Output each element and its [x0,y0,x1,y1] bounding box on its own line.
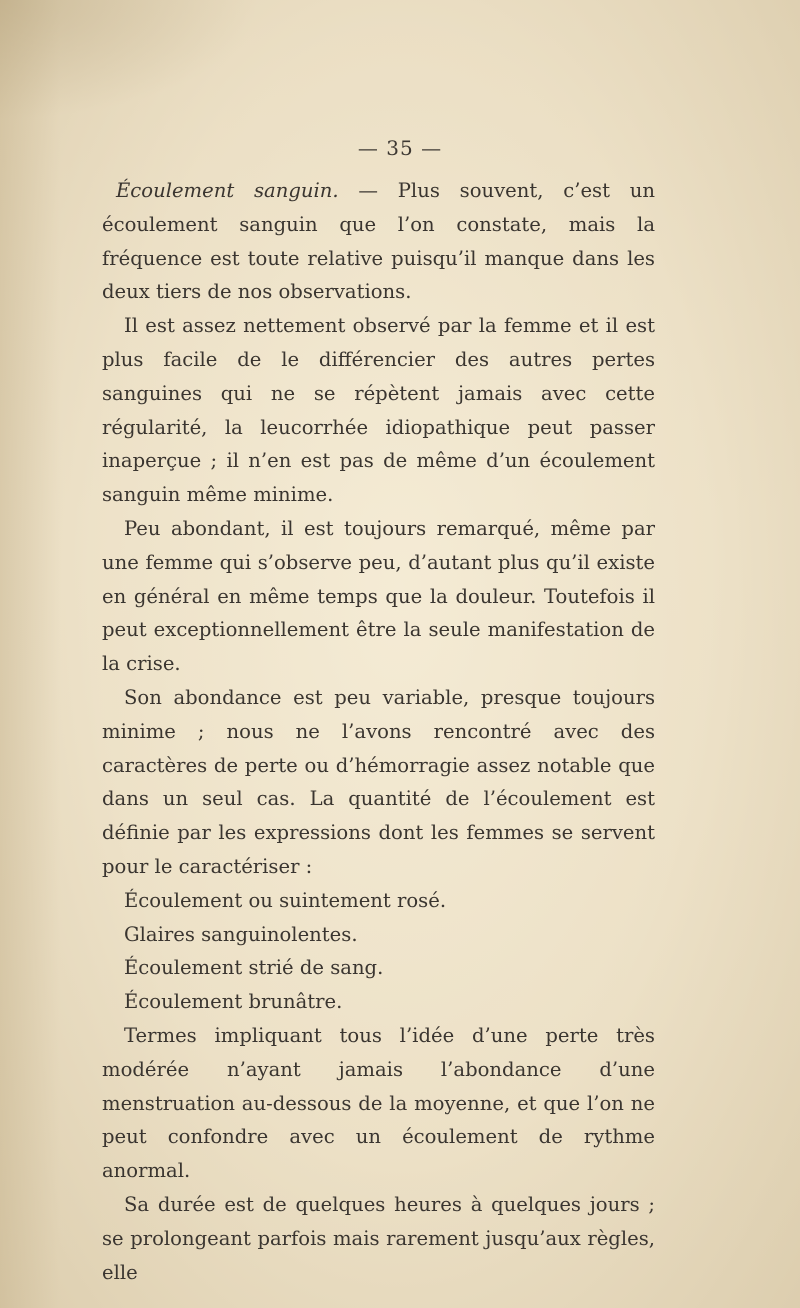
page-number: — 35 — [357,136,443,160]
paragraph: Termes impliquant tous l’idée d’une perte très modérée n’ayant jamais l’abondance d’une menstruation au-dessous de la moyenne, et que l’on ne peut confondre avec un écoulement de rythme anormal. [102,1023,655,1183]
list-item: Glaires sanguinolentes. [124,922,358,946]
paragraph: Il est assez nettement observé par la femme et il est plus facile de le différencier des autres pertes sanguines qui ne se répètent jamais avec cette régularité, la leucorrhée idiopathique peut passer inaperçue ; il n’en est pas de même d’un écoulement sanguin même minime. [102,314,655,507]
paragraph: Peu abondant, il est toujours remarqué, même par une femme qui s’observe peu, d’autant plus qu’il existe en général en même temps que la douleur. Toutefois il peut exceptionnellement être la seule manifestation de la crise. [102,516,655,676]
list-item: Écoulement brunâtre. [124,990,343,1014]
paragraph-ecoulement-sanguin [102,174,655,309]
list-item: Écoulement strié de sang. [124,956,384,980]
list-item: Écoulement ou suintement rosé. [124,888,447,912]
paragraph-text: — Plus souvent, c’est un écoulement sanguin que l’on constate, mais la fréquence est toute relative puisqu’il manque dans les deux tiers de nos observations. [102,179,655,304]
paragraph: Sa durée est de quelques heures à quelques jours ; se prolongeant parfois mais rarement jusqu’aux règles, elle [102,1192,655,1284]
section-heading: Écoulement sanguin. [116,179,339,202]
paragraph: Son abondance est peu variable, presque toujours minime ; nous ne l’avons rencontré avec des caractères de perte ou d’hémorragie assez notable que dans un seul cas. La quantité de l’écoulement est définie par les expressions dont les femmes se servent pour le caractériser : [102,685,655,878]
body-text [102,174,655,1289]
